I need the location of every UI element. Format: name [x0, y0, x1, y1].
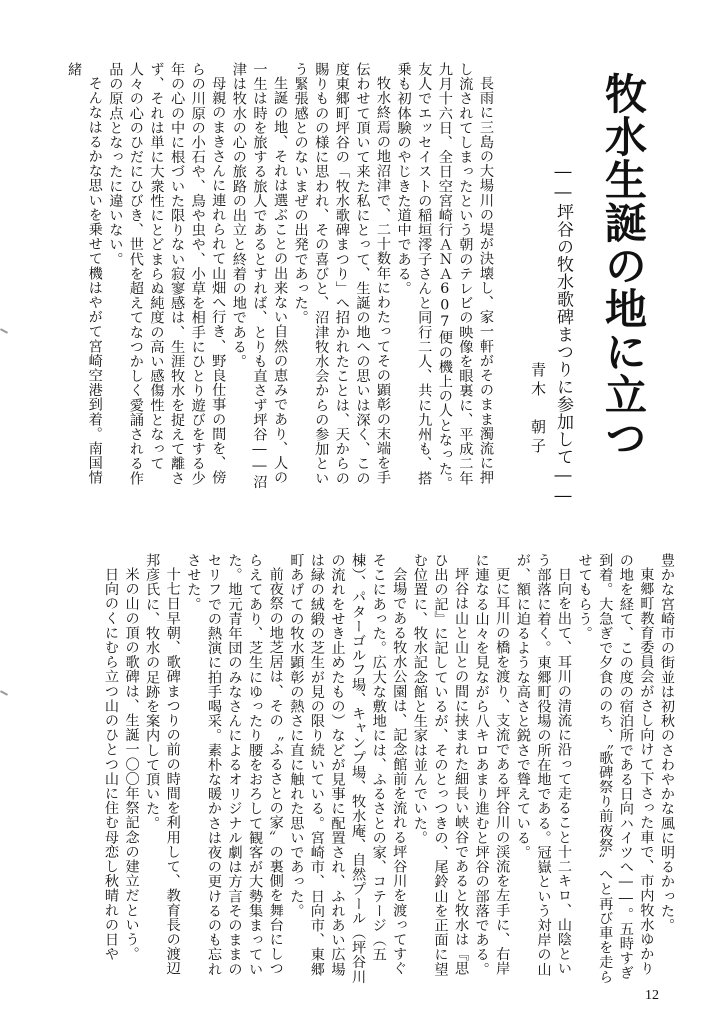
scan-edge-mark	[0, 690, 8, 696]
paragraph: そんなはるかな思いを乗せて機はやがて宮崎空港到着。南国情緒	[66, 62, 103, 485]
paragraph: 母親のまきさんに連れられて山畑へ行き、野良仕事の間を、傍らの川原の小石や、鳥や虫や、小草を相手にひとり遊びをする少年の心の中に根づいた限りない寂寥感は、生涯牧水を捉えて離さず、それは単に大衆性にとどまらぬ純度の高い感傷性となって人々の心のひだにひびき、世代を超えてなつかしく愛誦される作品の原点となったに違いない。	[107, 62, 227, 486]
article-subtitle: ――坪谷の牧水歌碑まつりに参加して――	[553, 162, 573, 507]
paragraph: 長雨に三島の大場川の堤が決壊し、家一軒がそのまま濁流に押し流されてしまったという朝のテレビの映像を眼裏に、平成二年九月十六日、全日空宮崎行ＡＮＡ607便の機上の人となった。友人でエッセイストの稲垣澪子さんと同行二人、共に九州も、搭乗も初体験のやじきた道中である。	[395, 62, 494, 491]
article-author: 青木 朝子	[529, 362, 547, 457]
paragraph: 東郷町教育委員会がさし向けて下さった車で、市内牧水ゆかりの地を経て、この度の宿泊所である日向ハイツへ――。五時すぎ到着。大急ぎで夕食ののち、〝歌碑祭り前夜祭〟へと再び車を走らせてもらう。	[576, 553, 655, 984]
scan-edge-mark	[0, 328, 8, 334]
upper-body-text	[26, 62, 496, 497]
paragraph: 豊かな宮崎市の街並は初秋のさわやかな風に明るかった。	[659, 553, 675, 933]
paragraph: 会場である牧水公園は、記念館前を流れる坪谷川を渡ってすぐそこにあった。広大な敷地には、ふるさとの家、コテージ（五棟）、パターゴルフ場、キャンプ場、牧水庵、自然プール（坪谷川の流れをせき止めたもの）などが見事に配置され、ふれあい広場は緑の絨緞の芝生が見の限り続いている。宮崎市、日向市、東郷町あげての牧水顕彰の熱さに直に触れた思いであった。	[288, 553, 408, 984]
paragraph: 日向を出て、耳川の清流に沿って走ること十二キロ、山陰という部落に着く。東郷町役場の所在地である。冠嶽という対岸の山が、額に迫るような高さと鋭さで聳えている。	[514, 553, 573, 977]
paragraph: 米の山の頂の歌碑は、生誕一〇〇年祭記念の建立だという。	[123, 567, 140, 962]
paragraph: 坪谷は山と山との間に挟まれた細長い峡谷であると牧水は『思ひ出の記』に記しているが、そのとっつきの、尾鈴山を正面に望む位置に、牧水記念館と生家は並んでいた。	[411, 553, 470, 977]
page-number: 12	[645, 988, 659, 1003]
poem-line: 日向のくにむら立つ山のひとつ山に住む母恋し秋晴れの日や	[102, 567, 119, 962]
paragraph: 十七日早朝、歌碑まつりの前の時間を利用して、教育長の渡辺邦彦氏に、牧水の足跡を案内して頂いた。	[144, 553, 181, 976]
lower-body-text	[17, 553, 677, 988]
paragraph: 牧水終焉の地沼津で、二十数年にわたってその顕彰の末端を手伝わせて頂いて来た私にとって、生誕の地への思いは深く、この度東郷町坪谷の「牧水歌碑まつり」へ招かれたことは、天からの賜りものの様に思われ、その喜びと、沼津牧水会からの参加という緊張感とのないまぜの出発であった。	[292, 62, 392, 486]
paragraph: 更に耳川の橋を渡り、支流である坪谷川の渓流を左手に、右岸に連なる山々を見ながら八キロあまり進むと坪谷の部落である。	[473, 553, 511, 977]
paragraph: 生誕の地、それは選ぶことの出来ない自然の恵みであり、人の一生は時を旅する旅人であるとすれば、とりも直さず坪谷――沼津は牧水の心の旅路の出立と終着の地である。	[230, 62, 289, 489]
paragraph: 前夜祭の地芝居は、その〝ふるさとの家〟の裏側を舞台にしつらえてあり、芝生にゆったり腰をおろして観客が大勢集まっていた。地元青年団のみなさんによるオリジナル劇は方言そのままのセリフでの熱演に拍手喝采。素朴な暖かさは夜の更けるのも忘れさせた。	[185, 553, 284, 977]
article-title: 牧水生誕の地に立つ	[599, 72, 648, 459]
